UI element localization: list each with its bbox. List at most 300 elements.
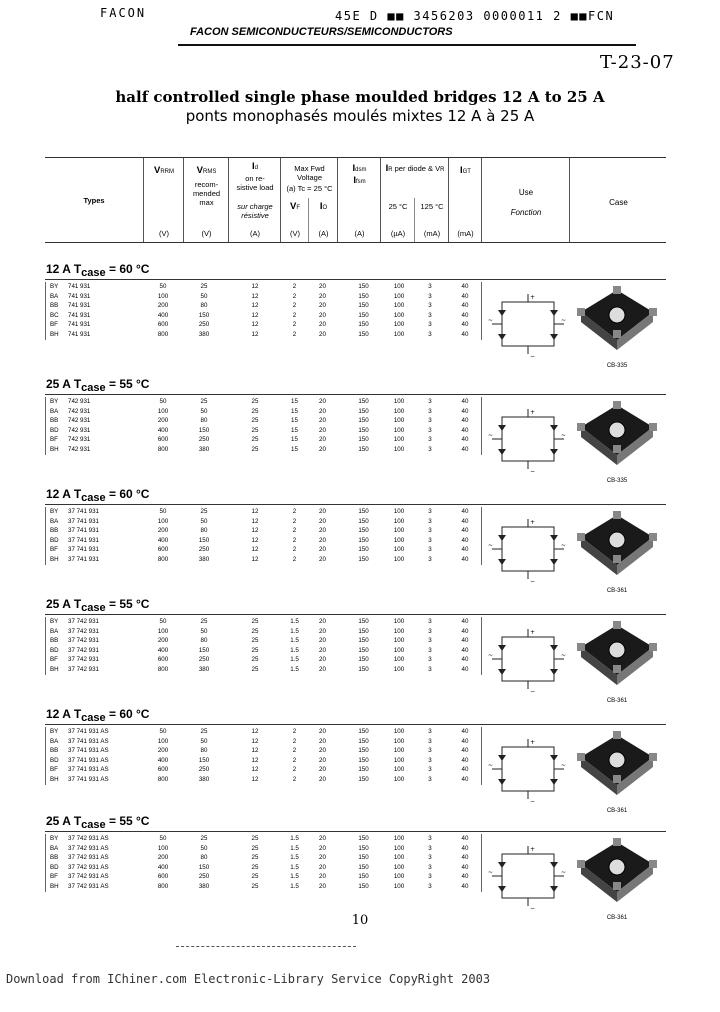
cell-ifsm: 150	[358, 321, 369, 329]
cell-io: 20	[319, 863, 326, 871]
cell-vrms: 50	[200, 844, 208, 852]
section-title	[46, 597, 149, 614]
cell-io: 20	[319, 517, 326, 525]
cell-vrms: 150	[198, 863, 210, 871]
col-vrrm-sub: RRM	[160, 169, 174, 175]
cell-code: BB	[50, 302, 59, 310]
cell-igt: 40	[461, 747, 469, 755]
table-row	[46, 627, 481, 637]
cell-io: 20	[319, 854, 326, 862]
svg-text:~: ~	[561, 432, 567, 439]
col-ir-25-unit: (µA)	[390, 229, 406, 238]
cell-io: 20	[319, 292, 326, 300]
cell-ir125: 3	[428, 728, 432, 735]
company-subtitle: FACON SEMICONDUCTEURS/SEMICONDUCTORS	[190, 26, 453, 38]
cell-io: 20	[319, 747, 326, 755]
cell-vrrm: 600	[157, 546, 169, 554]
table-row	[46, 756, 481, 766]
case-package-image	[573, 399, 661, 484]
cell-ifsm: 150	[358, 646, 369, 654]
cell-ir25: 100	[393, 775, 405, 783]
cell-ir25: 100	[393, 844, 405, 852]
case-package-image	[573, 284, 661, 369]
cell-vrrm: 800	[157, 445, 169, 453]
cell-vf: 2	[292, 302, 297, 310]
cell-igt: 40	[461, 756, 469, 764]
bridge-package-icon	[573, 399, 661, 475]
cell-vrrm: 600	[157, 873, 169, 881]
table-row	[46, 416, 481, 426]
table-row	[46, 330, 481, 340]
cell-code: BB	[50, 854, 59, 862]
cell-ifsm: 150	[358, 417, 369, 425]
cell-igt: 40	[461, 398, 469, 405]
cell-ir125: 3	[428, 756, 432, 764]
table-row	[46, 536, 481, 546]
cell-ir125: 3	[428, 835, 432, 842]
cell-id: 25	[251, 854, 259, 862]
section-tcase-value: = 60 °C	[108, 707, 150, 721]
cell-vf: 15	[291, 407, 298, 415]
page-title-french: ponts monophasés moulés mixtes 12 A à 25 A	[185, 107, 535, 125]
cell-ir125: 3	[428, 311, 432, 319]
cell-io: 20	[319, 873, 326, 881]
cell-pn: 37 742 931	[68, 618, 99, 625]
cell-pn: 742 931	[68, 407, 91, 415]
svg-text:~: ~	[488, 869, 494, 876]
cell-vf: 15	[291, 417, 298, 425]
col-ifsm-sub: fsm	[355, 179, 366, 185]
cell-ifsm: 150	[358, 330, 369, 338]
cell-ir125: 3	[428, 302, 432, 310]
col-id-label: I	[252, 161, 255, 172]
cell-code: BY	[50, 283, 59, 290]
bridge-package-icon	[573, 619, 661, 695]
cell-code: BA	[50, 737, 59, 745]
svg-text:~: ~	[488, 542, 494, 549]
cell-pn: 37 742 931	[68, 637, 99, 645]
cell-ir25: 100	[393, 555, 405, 563]
bridge-package-icon	[573, 509, 661, 585]
svg-text:~: ~	[561, 762, 567, 769]
svg-text:~: ~	[488, 432, 494, 439]
cell-vf: 2	[292, 756, 297, 764]
cell-code: BB	[50, 417, 59, 425]
cell-id: 12	[251, 756, 259, 764]
cell-ifsm: 150	[358, 302, 369, 310]
col-vrrm	[143, 158, 184, 242]
col-maxfwd-split	[308, 198, 309, 242]
section-table	[45, 727, 482, 785]
cell-ifsm: 150	[358, 854, 369, 862]
cell-ifsm: 150	[358, 445, 369, 453]
cell-ir125: 3	[428, 766, 432, 774]
cell-id: 12	[251, 292, 259, 300]
cell-vrrm: 800	[157, 882, 169, 890]
cell-vrms: 150	[198, 756, 210, 764]
cell-ir125: 3	[428, 292, 432, 300]
cell-vrms: 150	[198, 311, 210, 319]
cell-io: 20	[319, 407, 326, 415]
svg-text:+: +	[530, 629, 536, 636]
table-row	[46, 737, 481, 747]
case-label: CB-361	[606, 698, 628, 704]
table-row	[46, 853, 481, 863]
cell-vf: 2	[292, 527, 297, 535]
cell-code: BA	[50, 292, 59, 300]
cell-igt: 40	[461, 835, 469, 842]
cell-vrms: 25	[200, 618, 208, 625]
col-id-desc-fr: sur charge résistive	[237, 202, 273, 220]
cell-vf: 1.5	[290, 835, 299, 842]
cell-vrrm: 100	[157, 407, 169, 415]
case-label: CB-361	[606, 588, 628, 594]
cell-io: 20	[319, 398, 326, 405]
cell-code: BB	[50, 637, 59, 645]
section-title	[46, 262, 149, 279]
cell-ir125: 3	[428, 555, 432, 563]
cell-vf: 1.5	[290, 882, 299, 890]
header-rule	[178, 44, 636, 46]
section-tcase-sub: case	[81, 267, 106, 279]
cell-vrms: 380	[198, 882, 210, 890]
cell-ir125: 3	[428, 737, 432, 745]
cell-ir25: 100	[393, 321, 405, 329]
cell-code: BD	[50, 536, 59, 544]
cell-id: 25	[251, 835, 259, 842]
cell-vrrm: 200	[157, 854, 169, 862]
col-ir-desc: per diode & V	[394, 164, 441, 173]
cell-vrms: 80	[200, 854, 208, 862]
cell-id: 12	[251, 508, 259, 515]
section-tcase-sub: case	[81, 712, 106, 724]
cell-ir25: 100	[393, 398, 405, 405]
cell-code: BD	[50, 646, 59, 654]
cell-io: 20	[319, 302, 326, 310]
cell-ifsm: 150	[358, 656, 369, 664]
copyright-notice: Download from IChiner.com Electronic-Library Service CopyRight 2003	[6, 972, 491, 986]
cell-vrms: 250	[198, 656, 210, 664]
cell-ifsm: 150	[358, 835, 369, 842]
section-tcase-value: = 60 °C	[108, 487, 150, 501]
col-idsm-label: I	[352, 163, 356, 174]
cell-igt: 40	[461, 292, 469, 300]
cell-vrrm: 400	[157, 426, 169, 434]
svg-text:~: ~	[561, 317, 567, 324]
cell-ifsm: 150	[358, 508, 369, 515]
cell-pn: 37 742 931	[68, 627, 99, 635]
table-row	[46, 617, 481, 627]
cell-id: 25	[251, 882, 259, 890]
cell-vrrm: 400	[157, 536, 169, 544]
cell-vrms: 25	[200, 398, 208, 405]
svg-text:+: +	[530, 409, 536, 416]
cell-io: 20	[319, 426, 326, 434]
cell-vf: 2	[292, 555, 297, 563]
section-table	[45, 397, 482, 455]
col-case	[569, 158, 667, 242]
cell-ir125: 3	[428, 536, 432, 544]
cell-ir25: 100	[393, 835, 405, 842]
cell-pn: 37 741 931	[68, 517, 99, 525]
case-package-image	[573, 619, 661, 704]
table-row	[46, 526, 481, 536]
section-table	[45, 834, 482, 892]
col-vrms-desc: recom-mended max	[192, 180, 221, 207]
col-vrms-unit: (V)	[201, 229, 212, 238]
cell-id: 25	[251, 426, 259, 434]
svg-text:+: +	[530, 294, 536, 301]
cell-vrrm: 100	[157, 844, 169, 852]
cell-code: BF	[50, 873, 58, 881]
cell-vf: 1.5	[290, 618, 299, 625]
table-row	[46, 311, 481, 321]
section-tcase: T	[73, 487, 82, 501]
cell-ifsm: 150	[358, 863, 369, 871]
cell-pn: 37 742 931 AS	[68, 863, 109, 871]
cell-io: 20	[319, 766, 326, 774]
cell-ir25: 100	[393, 646, 405, 654]
cell-io: 20	[319, 618, 326, 625]
cell-ir25: 100	[393, 436, 405, 444]
cell-vrms: 25	[200, 283, 208, 290]
cell-code: BD	[50, 863, 59, 871]
section-tcase: T	[73, 597, 82, 611]
cell-vrms: 150	[198, 426, 210, 434]
cell-vrms: 250	[198, 873, 210, 881]
table-row	[46, 555, 481, 565]
cell-ir25: 100	[393, 527, 405, 535]
cell-ir125: 3	[428, 546, 432, 554]
cell-code: BH	[50, 555, 59, 563]
cell-io: 20	[319, 283, 326, 290]
cell-ir125: 3	[428, 882, 432, 890]
cell-ir125: 3	[428, 426, 432, 434]
cell-code: BA	[50, 627, 59, 635]
cell-ifsm: 150	[358, 756, 369, 764]
cell-ir25: 100	[393, 311, 405, 319]
cell-code: BA	[50, 517, 59, 525]
cell-id: 12	[251, 302, 259, 310]
section-current: 12 A	[46, 262, 71, 276]
cell-ir25: 100	[393, 536, 405, 544]
cell-pn: 741 931	[68, 292, 91, 300]
cell-vrrm: 400	[157, 756, 169, 764]
cell-ifsm: 150	[358, 426, 369, 434]
cell-code: BC	[50, 311, 59, 319]
cell-ifsm: 150	[358, 873, 369, 881]
cell-id: 12	[251, 536, 259, 544]
case-package-image	[573, 729, 661, 814]
cell-ifsm: 150	[358, 882, 369, 890]
cell-vf: 1.5	[290, 873, 299, 881]
svg-text:−: −	[530, 905, 536, 912]
cell-id: 12	[251, 517, 259, 525]
cell-pn: 37 741 931 AS	[68, 728, 109, 735]
cell-io: 20	[319, 445, 326, 453]
cell-vrrm: 400	[157, 863, 169, 871]
col-igt-unit: (mA)	[457, 229, 474, 238]
cell-ifsm: 150	[358, 618, 369, 625]
cell-vrrm: 50	[159, 508, 167, 515]
cell-ir125: 3	[428, 527, 432, 535]
table-row	[46, 507, 481, 517]
cell-ir25: 100	[393, 637, 405, 645]
svg-text:+: +	[530, 846, 536, 853]
bridge-circuit-diagram	[488, 513, 568, 585]
cell-ifsm: 150	[358, 407, 369, 415]
cell-igt: 40	[461, 775, 469, 783]
cell-io: 20	[319, 728, 326, 735]
cell-vrrm: 100	[157, 737, 169, 745]
cell-id: 12	[251, 527, 259, 535]
cell-pn: 742 931	[68, 436, 91, 444]
page-number: 10	[351, 913, 369, 928]
cell-vf: 15	[291, 445, 298, 453]
cell-io: 20	[319, 527, 326, 535]
cell-vf: 1.5	[290, 844, 299, 852]
svg-text:−: −	[530, 688, 536, 695]
cell-ir25: 100	[393, 854, 405, 862]
cell-igt: 40	[461, 618, 469, 625]
cell-id: 12	[251, 546, 259, 554]
col-id-unit: (A)	[250, 229, 260, 238]
case-label: CB-335	[606, 363, 628, 369]
cell-ifsm: 150	[358, 436, 369, 444]
cell-vrms: 80	[200, 637, 208, 645]
cell-vrrm: 100	[157, 292, 169, 300]
col-vrms-sub: RMS	[203, 169, 217, 175]
cell-ir25: 100	[393, 863, 405, 871]
cell-vrrm: 800	[157, 665, 169, 673]
cell-igt: 40	[461, 627, 469, 635]
col-id-desc: on re-sistive load	[236, 174, 274, 192]
cell-ifsm: 150	[358, 292, 369, 300]
cell-vrrm: 200	[157, 527, 169, 535]
cell-ir125: 3	[428, 283, 432, 290]
cell-code: BY	[50, 728, 59, 735]
table-row	[46, 545, 481, 555]
cell-ir125: 3	[428, 407, 432, 415]
cell-id: 25	[251, 445, 259, 453]
cell-vf: 2	[292, 321, 297, 329]
col-igt-label: I	[460, 165, 463, 176]
cell-vf: 2	[292, 508, 297, 515]
cell-vrms: 50	[200, 292, 208, 300]
cell-id: 25	[251, 646, 259, 654]
cell-vrrm: 200	[157, 637, 169, 645]
cell-code: BH	[50, 330, 59, 338]
cell-vf: 1.5	[290, 665, 299, 673]
cell-ir25: 100	[393, 445, 405, 453]
cell-igt: 40	[461, 882, 469, 890]
cell-vf: 2	[292, 775, 297, 783]
cell-code: BH	[50, 445, 59, 453]
cell-pn: 37 741 931 AS	[68, 747, 109, 755]
cell-id: 25	[251, 398, 259, 405]
cell-igt: 40	[461, 863, 469, 871]
cell-igt: 40	[461, 737, 469, 745]
table-row	[46, 655, 481, 665]
section-title	[46, 707, 149, 724]
col-maxfwd	[280, 158, 338, 242]
cell-ir125: 3	[428, 517, 432, 525]
cell-igt: 40	[461, 330, 469, 338]
section-tcase-value: = 55 °C	[108, 814, 150, 828]
bridge-package-icon	[573, 836, 661, 912]
cell-vrms: 80	[200, 302, 208, 310]
cell-pn: 741 931	[68, 302, 91, 310]
svg-text:~: ~	[561, 869, 567, 876]
cell-pn: 37 742 931	[68, 646, 99, 654]
cell-ir25: 100	[393, 627, 405, 635]
cell-vrrm: 200	[157, 417, 169, 425]
section-rule	[45, 831, 666, 832]
col-vrrm-label: V	[153, 165, 161, 176]
cell-pn: 37 741 931	[68, 546, 99, 554]
section-tcase-value: = 55 °C	[108, 597, 150, 611]
cell-pn: 37 741 931 AS	[68, 756, 109, 764]
cell-vrrm: 50	[159, 835, 167, 842]
cell-ir125: 3	[428, 618, 432, 625]
section-title	[46, 487, 149, 504]
svg-text:~: ~	[488, 317, 494, 324]
col-ir-split	[414, 198, 415, 242]
cell-igt: 40	[461, 302, 469, 310]
cell-pn: 742 931	[68, 417, 91, 425]
svg-text:+: +	[530, 739, 536, 746]
col-igt	[448, 158, 482, 242]
col-vrrm-unit: (V)	[159, 229, 169, 238]
table-row	[46, 872, 481, 882]
cell-io: 20	[319, 844, 326, 852]
cell-ir125: 3	[428, 646, 432, 654]
cell-io: 20	[319, 536, 326, 544]
svg-text:−: −	[530, 468, 536, 475]
cell-vrms: 25	[200, 508, 208, 515]
cell-ifsm: 150	[358, 766, 369, 774]
cell-code: BH	[50, 665, 59, 673]
cell-pn: 742 931	[68, 426, 91, 434]
cell-ir125: 3	[428, 330, 432, 338]
cell-code: BB	[50, 527, 59, 535]
cell-id: 25	[251, 665, 259, 673]
cell-ifsm: 150	[358, 283, 369, 290]
cell-id: 25	[251, 637, 259, 645]
cell-id: 25	[251, 417, 259, 425]
cell-ifsm: 150	[358, 627, 369, 635]
cell-vrms: 250	[198, 546, 210, 554]
cell-ir25: 100	[393, 517, 405, 525]
cell-id: 12	[251, 737, 259, 745]
cell-code: BY	[50, 398, 59, 405]
cell-code: BA	[50, 407, 59, 415]
cell-igt: 40	[461, 665, 469, 673]
table-row	[46, 407, 481, 417]
cell-ifsm: 150	[358, 844, 369, 852]
section-rule	[45, 394, 666, 395]
cell-vrms: 380	[198, 665, 210, 673]
cell-vf: 1.5	[290, 646, 299, 654]
col-use-fr: Fonction	[510, 208, 542, 217]
col-vrms-label: V	[196, 165, 203, 176]
cell-vrms: 380	[198, 775, 210, 783]
cell-pn: 37 741 931	[68, 508, 99, 515]
col-id	[228, 158, 281, 242]
section-table	[45, 617, 482, 675]
cell-pn: 37 742 931 AS	[68, 844, 109, 852]
cell-io: 20	[319, 330, 326, 338]
